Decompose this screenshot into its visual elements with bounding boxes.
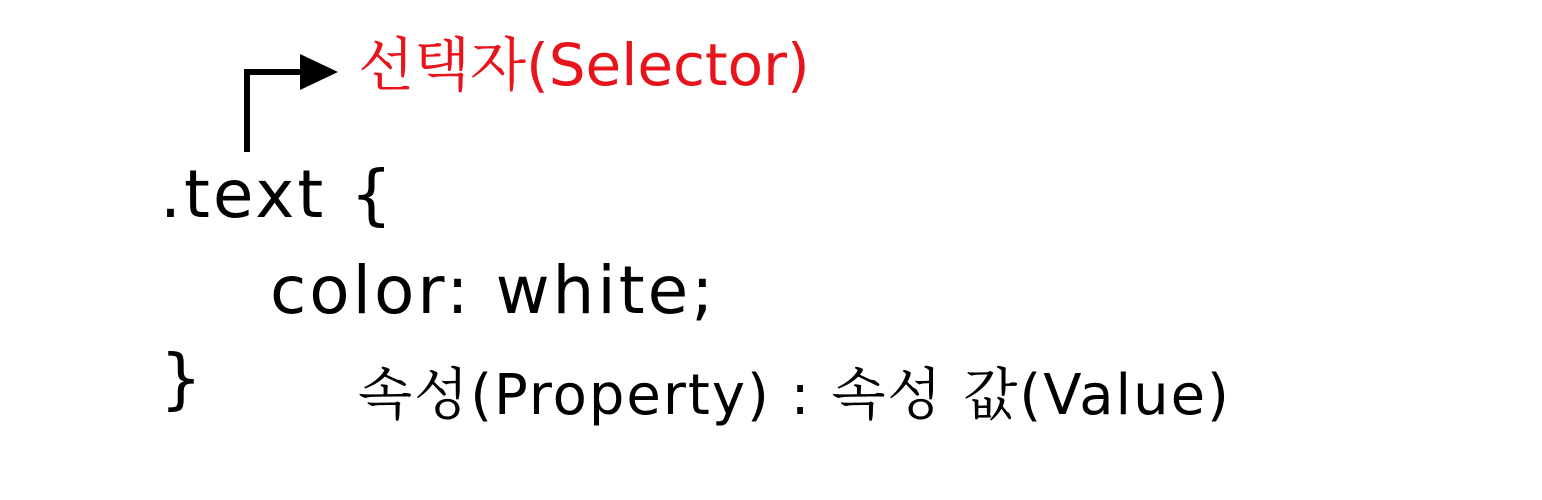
- code-line-selector: .text {: [160, 156, 396, 233]
- selector-label: 선택자(Selector): [358, 31, 810, 99]
- property-value-label: 속성(Property) : 속성 값(Value): [358, 363, 1231, 428]
- code-line-declaration: color: white;: [270, 252, 717, 329]
- code-line-closing-brace: }: [160, 340, 205, 417]
